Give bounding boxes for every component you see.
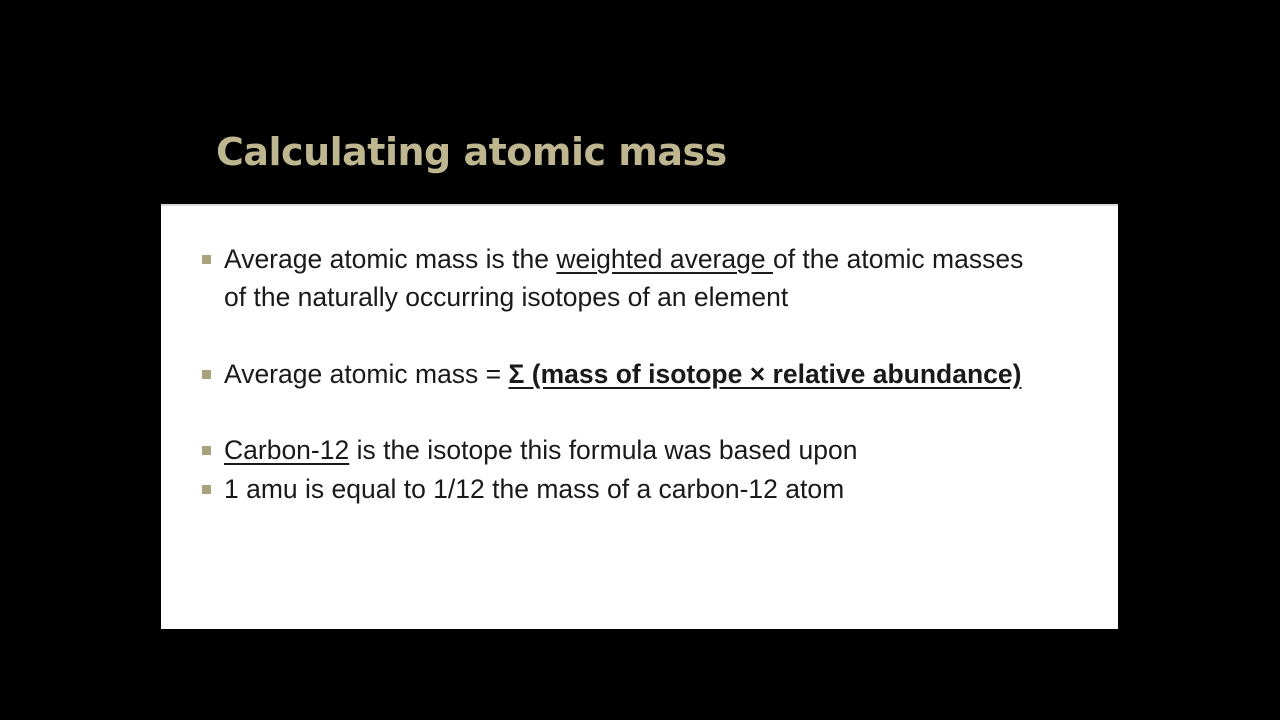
bullet-text [224,431,857,469]
bullet-text-part: Average atomic mass is the [224,244,557,274]
bullet-text-part: Average atomic mass = [224,359,509,389]
underlined-term: Carbon-12 [224,435,350,465]
slide-title: Calculating atomic mass [216,130,727,174]
content-box [161,204,1118,629]
bullet-square-icon [202,255,211,264]
bullet-square-icon [202,446,211,455]
bullet-text [224,355,1021,393]
bullet-text: 1 amu is equal to 1/12 the mass of a carbon-12 atom [224,474,845,504]
bullet-text-part: is the isotope this formula was based upon [349,435,858,465]
bullet-square-icon [202,370,211,379]
bullet-text: of the naturally occurring isotopes of an element [224,282,789,312]
underlined-term: weighted average [556,244,773,274]
bullet-text [224,240,1023,278]
bullet-square-icon [202,485,211,494]
formula-text: Σ (mass of isotope × relative abundance) [508,359,1022,389]
bullet-text-part: of the atomic masses [772,244,1024,274]
